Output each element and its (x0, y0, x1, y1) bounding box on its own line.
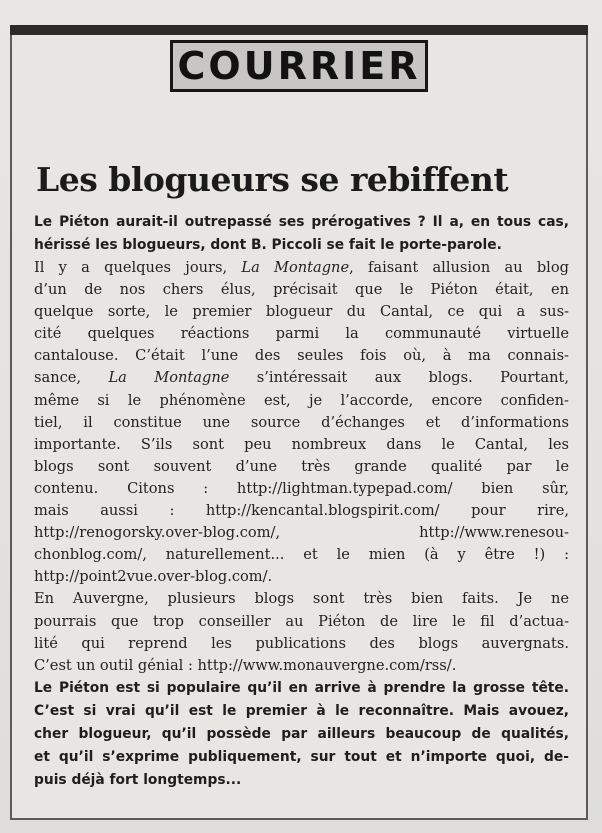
text-run: Il y a quelques jours, (34, 259, 242, 276)
text-line (34, 367, 569, 389)
text-line: tiel, il constitue une source d’échanges et d’informations (34, 413, 569, 431)
text-line: chonblog.com/, naturellement... et le mien (à y être !) : (34, 546, 569, 564)
text-line: importante. S’ils sont peu nombreux dans le Cantal, les (34, 435, 569, 453)
reply-line: C’est si vrai qu’il est le premier à le reconnaître. Mais avouez, (34, 702, 569, 719)
text-run: sance, (34, 369, 109, 387)
section-header (170, 40, 428, 92)
text-line: http://renogorsky.over-blog.com/, http://www.renesou- (34, 524, 569, 542)
paragraph-1 (34, 257, 569, 588)
text-line: cantalouse. C’était l’une des seules fois où, à ma connais- (34, 347, 569, 365)
text-line: C’est un outil génial : http://www.monauvergne.com/rss/. (34, 656, 457, 674)
text-line: pourrais que trop conseiller au Piéton de lire le fil d’actua- (34, 612, 569, 630)
text-run: , faisant allusion au blog (349, 259, 569, 276)
top-rule (10, 25, 588, 35)
text-line: même si le phénomène est, je l’accorde, encore confiden- (34, 391, 569, 409)
newspaper-name: La Montagne (108, 369, 230, 387)
text-line (34, 257, 569, 279)
lede-line: hérissé les blogueurs, dont B. Piccoli se fait le porte-parole. (34, 237, 502, 253)
text-line: contenu. Citons : http://lightman.typepad.com/ bien sûr, (34, 479, 569, 497)
text-line: http://point2vue.over-blog.com/. (34, 568, 273, 586)
reply-line: puis déjà fort longtemps... (34, 771, 242, 788)
text-line: quelque sorte, le premier blogueur du Cantal, ce qui a sus- (34, 303, 569, 321)
text-line: lité qui reprend les publications des blogs auvergnats. (34, 634, 569, 652)
lede (34, 211, 569, 257)
headline: Les blogueurs se rebiffent (36, 160, 509, 199)
editor-reply (34, 677, 569, 792)
text-line: cité quelques réactions parmi la communauté virtuelle (34, 325, 569, 343)
section-title: COURRIER (177, 44, 421, 88)
text-run: s’intéressait aux blogs. Pourtant, (229, 369, 570, 387)
lede-line: Le Piéton aurait-il outrepassé ses prérogatives ? Il a, en tous cas, (34, 214, 569, 230)
paragraph-2 (34, 588, 569, 676)
reply-line: Le Piéton est si populaire qu’il en arrive à prendre la grosse tête. (34, 679, 569, 696)
text-line: En Auvergne, plusieurs blogs sont très bien faits. Je ne (34, 590, 569, 608)
text-line: mais aussi : http://kencantal.blogspirit.com/ pour rire, (34, 502, 569, 520)
text-line: d’un de nos chers élus, précisait que le Piéton était, en (34, 281, 569, 299)
article-body (34, 211, 569, 792)
newspaper-name: La Montagne (241, 259, 350, 276)
text-line: blogs sont souvent d’une très grande qualité par le (34, 457, 569, 475)
reply-line: cher blogueur, qu’il possède par ailleurs beaucoup de qualités, (34, 725, 569, 742)
reply-line: et qu’il s’exprime publiquement, sur tout et n’importe quoi, de- (34, 748, 569, 765)
